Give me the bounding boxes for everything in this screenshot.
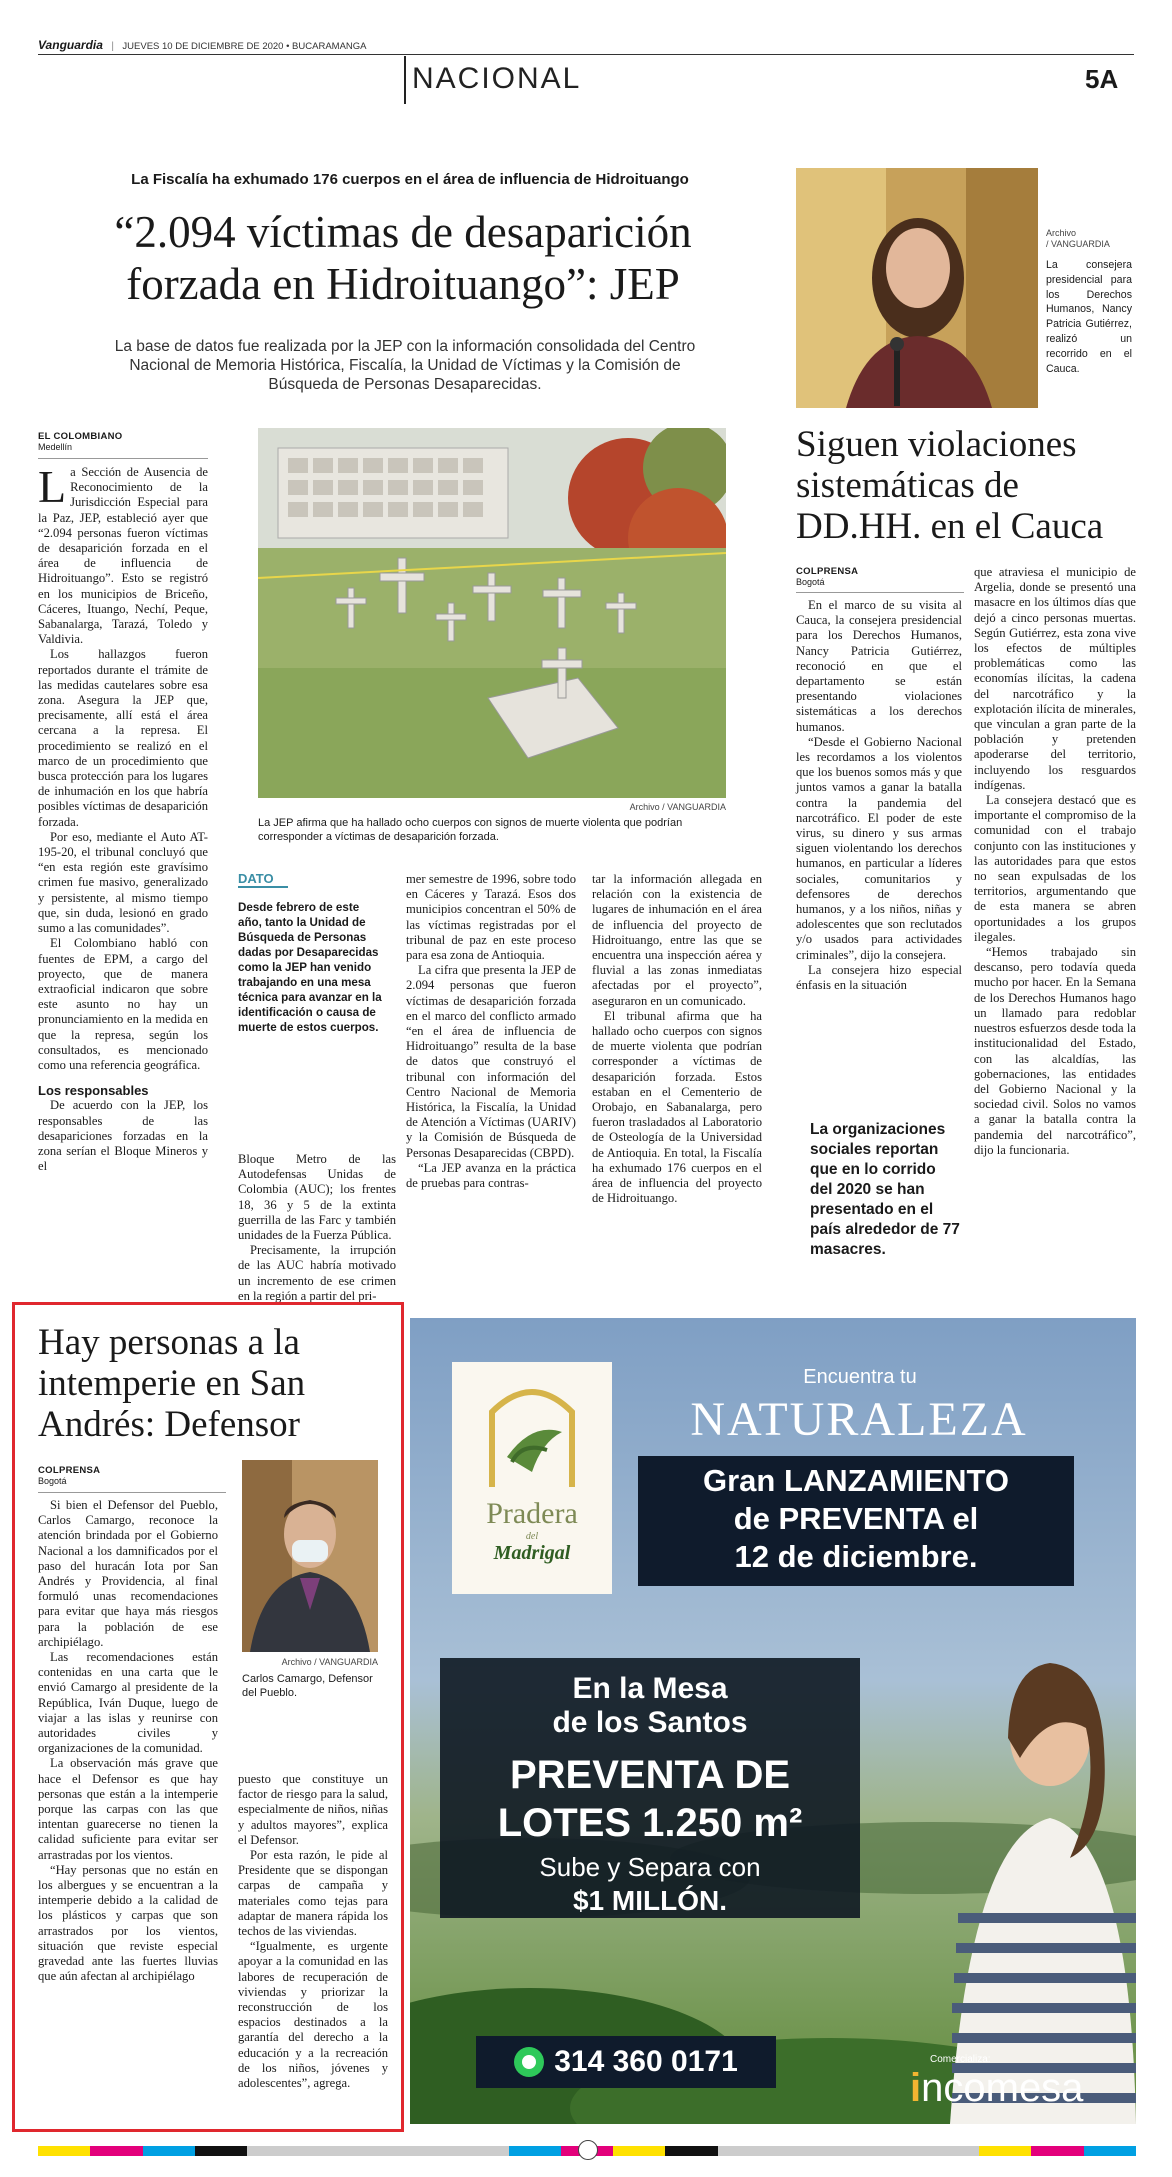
san-andres-byline: COLPRENSA Bogotá xyxy=(38,1465,101,1486)
cauca-byline: COLPRENSA Bogotá xyxy=(796,566,859,587)
dato-label: DATO xyxy=(238,871,288,888)
consejera-image xyxy=(796,168,1038,408)
ad-phone-box[interactable] xyxy=(476,2036,776,2088)
main-para-1: La Sección de Ausencia de Reconocimiento de la Jurisdicción Especial para la Paz, JEP, estableció ayer que “2.094 personas fueron víctimas de desaparición forzada en el área de influencia de Hidroituango”. Esto se registró en los municipios de Briceño, Cáceres, Ituango, Nechí, Peque, Sabanalarga, Tarazá, Toledo y Valdivia. xyxy=(38,461,208,647)
main-col-1: La Sección de Ausencia de Reconocimiento de la Jurisdicción Especial para la Paz, JEP, estableció ayer que “2.094 personas fueron víctimas de desaparición forzada en el área de influencia de Hidroituango”. Esto se registró en los municipios de Briceño, Cáceres, Ituango, Nechí, Peque, Sabanalarga, Tarazá, Toledo y Valdivia. Los hallazgos fueron reportados durante el trámite de las medidas cautelares sobre esa zona. Asegura la JEP que, precisamente, allí está el área cercana a la represa. El procedimiento se realizó en el marco de un procedimiento que busca protección para los lugares de inhumación en los que habría posibles víctimas de desaparición forzada. Por eso, mediante el Auto AT-195-20, el tribunal concluyó que “en esta región este gravísimo crimen fue masivo, generalizado y persistente, al mismo tiempo que, sin duda, lesionó en grado sumo a las comunidades”. El Colombiano habló con fuentes de EPM, a cargo del proyecto, que de manera extraoficial indicaron que sobre este asunto no hay un pronunciamiento en la medida en que la represa, según los consultados, es mencionado como una referencia geográfica. Los responsables De acuerdo con la JEP, los responsables de las desapariciones forzadas en la zona serían el Bloque Mineros y el xyxy=(38,461,208,1174)
subhead-responsables: Los responsables xyxy=(38,1083,149,1099)
pradera-logo-del: del xyxy=(525,1531,539,1542)
ad-tag-small: Encuentra tu xyxy=(803,1366,917,1388)
headline: “2.094 víctimas de desaparición forzada en Hidroituango”: JEP xyxy=(114,207,692,309)
camargo-photo xyxy=(242,1460,378,1652)
masthead: Vanguardia | JUEVES 10 DE DICIEMBRE DE 2020 • BUCARAMANGA xyxy=(38,36,1134,55)
main-col-3: mer semestre de 1996, sobre todo en Cáceres y Tarazá. Esos dos municipios concentran el 50% de las víctimas registradas por el tribunal de paz en este proceso para esa zona de Antioquia. La cifra que presenta la JEP de 2.094 personas que fueron víctimas de desaparición forzada en el marco del conflicto armado “en el área de influencia de Hidroituango” resulta de la base de datos que construyó el tribunal con información del Centro Nacional de Memoria Histórica, la Fiscalía, la Unidad de Atención a Víctimas (UARIV) y la Comisión de Búsqueda de Personas Desaparecidas (CBPD). “La JEP avanza en la práctica de pruebas para contras- xyxy=(406,872,576,1191)
advertisement[interactable] xyxy=(410,1318,1136,2124)
whatsapp-icon xyxy=(514,2047,544,2077)
camargo-photo-credit: Archivo / VANGUARDIA xyxy=(281,1657,378,1667)
ad-preventa-box: En la Mesa de los Santos PREVENTA DE LOTES 1.250 m² Sube y Separa con $1 MILLÓN. xyxy=(440,1658,860,1918)
brand-logo: Vanguardia xyxy=(38,38,103,52)
cauca-col-2: que atraviesa el municipio de Argelia, donde se presentó una masacre en los últimos días que dejó a cinco personas muertas. Según Gutiérrez, esta zona vive los efectos de múltiples problemáticas como las economías ilícitas, la cadena del narcotráfico y la explotación ilícita de minerales, que vinculan a gran parte de la población y pretenden apoderarse del territorio, incluyendo los resguardos indígenas. La consejera destacó que es importante el compromiso de la comunidad con el trabajo conjunto con las instituciones y las autoridades para que estos no sean expulsadas de los territorios, argumentando que de esta manera se abren oportunidades a los grupos ilegales. “Hemos trabajado sin descanso, pero todavía queda mucho por hacer. En la Semana de los Derechos Humanos hago un llamado para redoblar nuestros esfuerzos desde toda la institucionalidad del Estado, con las alcaldías, las gobernaciones, las entidades del Gobierno Nacional y la sociedad civil. Solos no vamos a ganar la batalla contra la pandemia del narcotráfico”, dijo la funcionaria. xyxy=(974,565,1136,1157)
ad-launch-box: Gran LANZAMIENTO de PREVENTA el 12 de diciembre. xyxy=(638,1456,1074,1586)
pradera-logo-card xyxy=(452,1362,612,1594)
pradera-logo-sub: Madrigal xyxy=(493,1542,571,1564)
cauca-photo-credit: Archivo / VANGUARDIA xyxy=(1046,228,1110,249)
kicker: La Fiscalía ha exhumado 176 cuerpos en el área de influencia de Hidroituango xyxy=(131,171,689,188)
dateline: JUEVES 10 DE DICIEMBRE DE 2020 • BUCARAMANGA xyxy=(122,41,367,52)
registration-mark xyxy=(578,2140,598,2160)
dato-text: Desde febrero de este año, tanto la Unidad de Búsqueda de Personas dadas por Desaparecidas como la JEP han venido trabajando en una mesa técnica para avanzar en la identificación o causa de muerte de estos cuerpos. xyxy=(238,901,382,1034)
camargo-image xyxy=(242,1460,378,1652)
san-andres-headline: Hay personas a la intemperie en San Andrés: Defensor xyxy=(38,1322,306,1445)
cauca-pullquote: La organizaciones sociales reportan que en lo corrido del 2020 se han presentado en el país alrededor de 77 masacres. xyxy=(810,1121,960,1258)
photo-caption: La JEP afirma que ha hallado ocho cuerpos con signos de muerte violenta que podrían corresponder a víctimas de desaparición forzada. xyxy=(258,817,683,843)
incomesa-logo: incomesa xyxy=(910,2066,1084,2110)
dato-box xyxy=(238,870,384,1035)
page-number: 5A xyxy=(1085,64,1119,94)
section-title: NACIONAL xyxy=(412,62,582,95)
byline: EL COLOMBIANO Medellín xyxy=(38,431,123,452)
camargo-photo-caption: Carlos Camargo, Defensor del Pueblo. xyxy=(242,1673,373,1699)
cauca-headline: Siguen violaciones sistemáticas de DD.HH. en el Cauca xyxy=(796,424,1104,547)
cauca-photo-caption: La consejera presidencial para los Derechos Humanos, Nancy Patricia Gutiérrez, realizó un recorrido en el Cauca. xyxy=(1046,259,1132,375)
pradera-logo-icon xyxy=(452,1362,612,1502)
consejera-photo xyxy=(796,168,1038,408)
san-andres-col-2: puesto que constituye un factor de riesgo para la salud, especialmente de niños, niñas y adultos mayores”, explica el Defensor. Por esta razón, le pide al Presidente que se dispongan carpas de campaña y materiales como tejas para adaptar de manera rápida los techos de las viviendas. “Igualmente, es urgente apoyar a la comunidad en las labores de recuperación de viviendas y priorizar la reconstrucción de los espacios destinados a la garantía del derecho a la educación y a la recreación de los niños, jóvenes y adolescentes”, agrega. xyxy=(238,1772,388,2091)
photo-credit: Archivo / VANGUARDIA xyxy=(629,802,726,812)
main-col-2: Bloque Metro de las Autodefensas Unidas de Colombia (AUC); los frentes 18, 36 y 5 de la extinta guerrilla de las Farc y también unidades de la Fuerza Pública. Precisamente, la irrupción de las AUC habría motivado un incremento de ese crimen en la región a partir del pri- xyxy=(238,1152,396,1303)
cemetery-photo xyxy=(258,428,726,798)
main-col-4: tar la información allegada en relación con la existencia de lugares de inhumación en el área de influencia del proyecto de Hidroituango, entre las que se encuentra una inspección aérea y fluvial a las zonas inmediatas afectadas por el proyecto”, aseguraron en un comunicado. El tribunal afirma que ha hallado ocho cuerpos con signos de muerte violenta que podrían corresponder a víctimas de desaparición forzada. Estos estaban en el Cementerio de Orobajo, en Sabanalarga, pero fueron trasladados al Laboratorio de Osteología de la Universidad de Antioquia. En total, la Fiscalía ha exhumado 176 cuerpos en el área de influencia del proyecto de Hidroituango. xyxy=(592,872,762,1206)
ad-phone: 314 360 0171 xyxy=(554,2045,738,2078)
section-divider xyxy=(404,56,406,104)
comercializa-label: Comercializa: xyxy=(930,2054,991,2065)
ad-tag-big: NATURALEZA xyxy=(690,1393,1028,1446)
cemetery-image xyxy=(258,428,726,798)
deck: La base de datos fue realizada por la JEP con la información consolidada del Centro Nacional de Memoria Histórica, Fiscalía, la Unidad de Víctimas y la Comisión de Búsqueda de Personas Desaparecidas. xyxy=(114,338,696,393)
san-andres-col-1: Si bien el Defensor del Pueblo, Carlos Camargo, reconoce la atención brindada por el Gobierno Nacional a los damnificados por el paso del huracán Iota por San Andrés y Providencia, al final formuló unas recomendaciones para evitar que haya más riesgos para la población de ese archipiélago. Las recomendaciones están contenidas en una carta que le envió Camargo al presidente de la República, Iván Duque, luego de viajar a las islas y reunirse con autoridades civiles y organizaciones de la comunidad. La observación más grave que hace el Defensor es que hay personas que están a la intemperie porque las carpas con las que intentan guarecerse no tienen la calidad suficiente para evitar ser arrastradas por los vientos. “Hay personas que no están en los albergues y se encuentran a la intemperie debido a la calidad de los plásticos y carpas que son arrastrados por los vientos, situación que reviste especial gravedad ante las fuertes lluvias que aún afectan al archipiélago xyxy=(38,1498,218,1984)
cauca-col-1: En el marco de su visita al Cauca, la consejera presidencial para los Derechos Humanos, Nancy Patricia Gutiérrez, reconoció en que el departamento se están presentando violaciones sistemáticas a los derechos humanos. “Desde el Gobierno Nacional les recordamos a los violentos que los buenos somos más y que juntos vamos a ganar la batalla contra la pandemia del narcotráfico. El poder de este virus, su dinero y sus armas siguen violentando los derechos humanos, en particular a líderes sociales, comunitarios y defensores de derechos humanos, y a los niños, niñas y adolescentes que son reclutados y/o usados para actividades criminales”, dijo la consejera. La consejera hizo especial énfasis en la situación xyxy=(796,598,962,993)
pradera-logo-name: Pradera xyxy=(486,1497,578,1530)
